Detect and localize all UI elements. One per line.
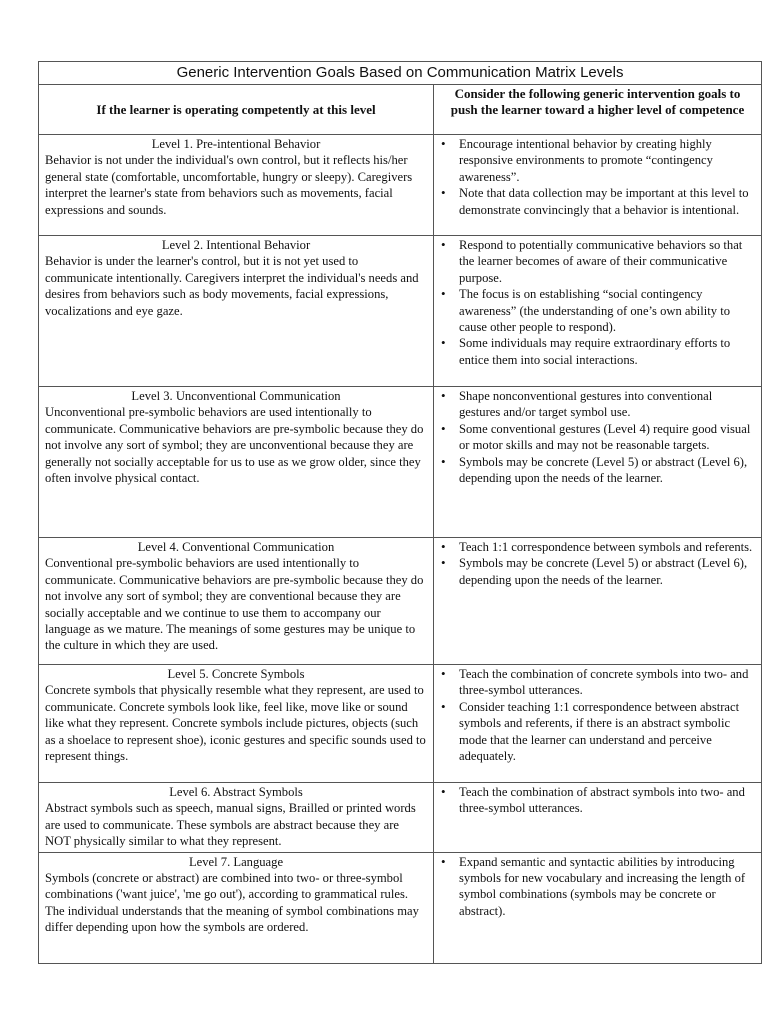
level-description: Abstract symbols such as speech, manual signs, Brailled or printed words are used to communicate. These symbols are abstract because they are NOT physically similar to what they represent. (45, 801, 416, 849)
goal-item: • Note that data collection may be important at this level to demonstrate convincingly that a behavior is intentional. (434, 185, 755, 218)
goals-list (434, 388, 755, 486)
goal-item: • Consider teaching 1:1 correspondence between abstract symbols and referents, if there is an abstract symbolic mode that the learner can understand and perceive adequately. (434, 699, 755, 765)
goal-item: • Some conventional gestures (Level 4) require good visual or motor skills and may not be reasonable targets. (434, 421, 755, 454)
level-row-4 (39, 538, 762, 665)
goal-item: • Some individuals may require extraordinary efforts to entice them into social interactions. (434, 335, 755, 368)
goals-list (434, 854, 755, 920)
goal-item: • Teach the combination of abstract symbols into two- and three-symbol utterances. (434, 784, 755, 817)
table-title: Generic Intervention Goals Based on Communication Matrix Levels (39, 62, 762, 85)
header-row (39, 85, 762, 135)
header-current-level: If the learner is operating competently at this level (39, 85, 434, 135)
level-cell (39, 538, 434, 665)
level-row-3 (39, 387, 762, 538)
goals-cell (434, 538, 762, 665)
level-cell (39, 236, 434, 387)
level-title: Level 2. Intentional Behavior (161, 238, 311, 252)
level-cell (39, 852, 434, 963)
level-description: Conventional pre-symbolic behaviors are used intentionally to communicate. Communicative behaviors are pre-symbolic because they do not involve any sort of symbol; they are conventional because they are socially acceptable and we continue to use them to accompany our language as we mature. The meanings of some gestures may be unique to the culture in which they are used. (45, 556, 424, 653)
goals-cell (434, 387, 762, 538)
level-description: Behavior is under the learner's control, but it is not yet used to communicate intentionally. Caregivers interpret the individual's needs and desires from behaviors such as body movements, facial expressions, vocalizations and eye gaze. (45, 254, 419, 318)
title-row (39, 62, 762, 85)
level-title: Level 5. Concrete Symbols (167, 667, 305, 681)
level-row-5 (39, 665, 762, 783)
goal-item: • Encourage intentional behavior by creating highly responsive environments to promote “contingency awareness”. (434, 136, 755, 185)
level-title: Level 1. Pre-intentional Behavior (151, 137, 321, 151)
level-title: Level 6. Abstract Symbols (169, 785, 303, 799)
goal-item: • The focus is on establishing “social contingency awareness” (the understanding of one’s own ability to cause other people to respond). (434, 286, 755, 335)
goal-item: • Symbols may be concrete (Level 5) or abstract (Level 6), depending upon the needs of the learner. (434, 555, 755, 588)
level-description: Concrete symbols that physically resemble what they represent, are used to communicate. Concrete symbols look like, feel like, move like or sound like what they represent. Concrete symbols include pictures, objects (such as a shoelace to represent shoe), iconic gestures and specific sounds used to represent things. (45, 683, 426, 764)
goal-item: • Respond to potentially communicative behaviors so that the learner becomes of aware of their communicative purpose. (434, 237, 755, 286)
level-title: Level 7. Language (188, 854, 284, 869)
header-intervention-goals: Consider the following generic intervention goals to push the learner toward a higher level of competence (434, 85, 762, 135)
goals-list (434, 784, 755, 817)
goal-item: • Teach the combination of concrete symbols into two- and three-symbol utterances. (434, 666, 755, 699)
goal-item: • Expand semantic and syntactic abilities by introducing symbols for new vocabulary and increasing the length of symbol combinations (symbols may be concrete or abstract). (434, 854, 755, 920)
level-cell (39, 387, 434, 538)
goals-cell (434, 135, 762, 236)
level-cell (39, 665, 434, 783)
intervention-goals-table (38, 61, 762, 964)
goals-cell (434, 852, 762, 963)
level-description: Symbols (concrete or abstract) are combined into two- or three-symbol combinations ('want juice', 'me go out'), according to grammatical rules. The individual understands that the meaning of symbol combinations may differ depending upon how the symbols are ordered. (45, 871, 419, 935)
level-title: Level 3. Unconventional Communication (131, 389, 341, 403)
goals-cell (434, 236, 762, 387)
goals-cell (434, 665, 762, 783)
level-row-2 (39, 236, 762, 387)
goal-item: • Teach 1:1 correspondence between symbols and referents. (434, 539, 755, 555)
level-description: Unconventional pre-symbolic behaviors are used intentionally to communicate. Communicative behaviors are pre-symbolic because they do not involve any sort of symbol; they are unconventional because they are generally not socially acceptable for us to use as we grow older, since they often involve physical contact. (45, 405, 424, 486)
level-row-7 (39, 852, 762, 963)
level-cell (39, 135, 434, 236)
goal-item: • Symbols may be concrete (Level 5) or abstract (Level 6), depending upon the needs of the learner. (434, 454, 755, 487)
level-description: Behavior is not under the individual's own control, but it reflects his/her general state (comfortable, uncomfortable, hungry or sleepy). Caregivers interpret the learner's state from behaviors such as movements, facial expressions and sounds. (45, 153, 413, 217)
goals-list (434, 237, 755, 368)
level-cell (39, 783, 434, 853)
goals-list (434, 539, 755, 588)
goals-list (434, 136, 755, 218)
level-row-1 (39, 135, 762, 236)
level-title: Level 4. Conventional Communication (137, 540, 335, 554)
level-row-6 (39, 783, 762, 853)
goal-item: • Shape nonconventional gestures into conventional gestures and/or target symbol use. (434, 388, 755, 421)
goals-list (434, 666, 755, 764)
goals-cell (434, 783, 762, 853)
